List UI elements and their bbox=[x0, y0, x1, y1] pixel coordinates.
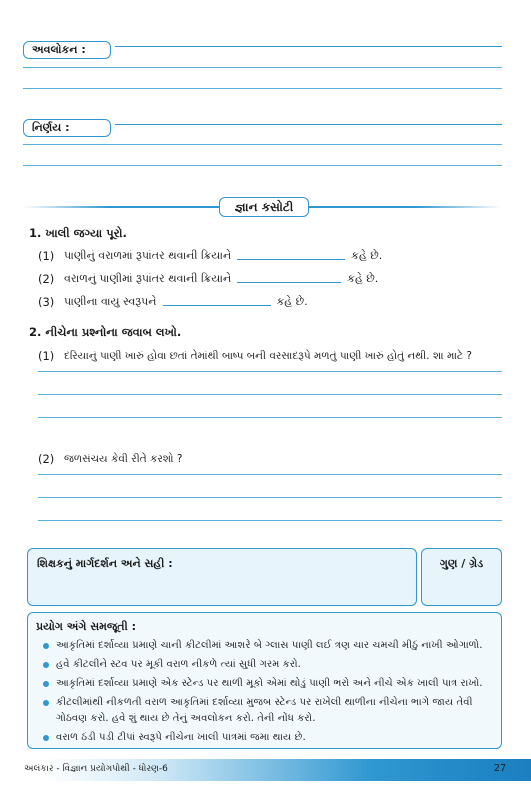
q1-item-3-num: (3) bbox=[38, 295, 55, 309]
notes-item: વરાળ ઠંડી પડી ટીપાં સ્વરૂપે નીચેના ખાલી પાત્રમાં જમા થાય છે. bbox=[40, 730, 495, 746]
q1-item-3 bbox=[38, 294, 308, 310]
q2-item-1-text: દરિયાનું પાણી ખારું હોવા છતાં તેમાંથી બાષ્પ બની વરસાદરૂપે મળતું પાણી ખારું હોતું નથી. શા માટે ? bbox=[64, 349, 472, 362]
observation-line[interactable] bbox=[23, 88, 502, 89]
q2-answer-line[interactable] bbox=[38, 520, 502, 521]
teacher-signature-label: શિક્ષકનું માર્ગદર્શન અને સહી : bbox=[37, 557, 173, 570]
q2-item-2 bbox=[38, 451, 182, 467]
teacher-signature-box[interactable] bbox=[27, 548, 417, 606]
conclusion-line[interactable] bbox=[115, 124, 502, 125]
q2-answer-line[interactable] bbox=[38, 497, 502, 498]
q1-item-2-blank[interactable] bbox=[237, 281, 341, 283]
notes-item: આકૃતિમાં દર્શાવ્યા પ્રમાણે ચાની કીટલીમાં આશરે બે ગ્લાસ પાણી લઈ ત્રણ ચાર ચમચી મીઠું નાખી ઓગાળો. bbox=[40, 638, 495, 654]
notes-title: પ્રયોગ અંગે સમજૂતી : bbox=[36, 620, 136, 633]
q1-item-3-text: પાણીના વાયુ સ્વરૂપને bbox=[64, 295, 157, 308]
q1-item-2-suffix: કહે છે. bbox=[347, 272, 379, 285]
q1-item-2 bbox=[38, 271, 378, 287]
experiment-notes-box bbox=[27, 612, 502, 749]
quiz-title-text: જ્ઞાન કસોટી bbox=[234, 199, 294, 214]
conclusion-label bbox=[23, 119, 111, 137]
q2-item-1-num: (1) bbox=[38, 349, 55, 363]
grade-box[interactable] bbox=[421, 548, 502, 606]
q1-item-2-text: વરાળનું પાણીમાં રૂપાંતર થવાની ક્રિયાને bbox=[64, 272, 232, 285]
notes-list bbox=[40, 638, 495, 746]
observation-label-text: અવલોકન : bbox=[32, 43, 86, 56]
q1-item-3-suffix: કહે છે. bbox=[276, 295, 308, 308]
q2-item-1 bbox=[38, 348, 472, 364]
observation-label bbox=[23, 41, 111, 59]
q1-title: 1. ખાલી જગ્યા પૂરો. bbox=[29, 226, 127, 240]
conclusion-line[interactable] bbox=[23, 144, 502, 145]
notes-item: આકૃતિમાં દર્શાવ્યા પ્રમાણે એક સ્ટેન્ડ પર થાળી મૂકો એમાં થોડું પાણી ભરો અને નીચે એક ખાલી પાત્ર રાખો. bbox=[40, 676, 495, 692]
quiz-title bbox=[219, 197, 309, 217]
q2-item-2-text: જળસંચય કેવી રીતે કરશો ? bbox=[64, 452, 183, 465]
conclusion-label-text: નિર્ણય : bbox=[32, 121, 70, 134]
footer-book-title: અલંકાર - વિજ્ઞાન પ્રયોગપોથી - ધોરણ-6 bbox=[24, 764, 168, 774]
q1-item-1-num: (1) bbox=[38, 249, 55, 263]
q2-answer-line[interactable] bbox=[38, 371, 502, 372]
notes-item: હવે કીટલીને સ્ટવ પર મૂકી વરાળ નીકળે ત્યાં સુધી ગરમ કરો. bbox=[40, 657, 495, 673]
page-number: 27 bbox=[493, 763, 506, 774]
notes-item: કીટલીમાંથી નીકળતી વરાળ આકૃતિમાં દર્શાવ્યા મુજબ સ્ટેન્ડ પર રાખેલી થાળીના નીચેના ભાગે જાય તેવી ગોઠવણ કરો. હવે શું થાય છે તેનું અવલોકન કરો. તેની નોંધ કરો. bbox=[40, 695, 495, 727]
q2-answer-line[interactable] bbox=[38, 394, 502, 395]
q2-title: 2. નીચેના પ્રશ્નોના જવાબ લખો. bbox=[29, 325, 182, 339]
observation-line[interactable] bbox=[115, 46, 502, 47]
q1-item-1-suffix: કહે છે. bbox=[351, 249, 383, 262]
q1-item-2-num: (2) bbox=[38, 272, 55, 286]
q1-item-1 bbox=[38, 248, 382, 264]
q1-item-3-blank[interactable] bbox=[163, 304, 271, 306]
q2-answer-line[interactable] bbox=[38, 474, 502, 475]
q2-item-2-num: (2) bbox=[38, 452, 55, 466]
q1-item-1-text: પાણીનું વરાળમાં રૂપાંતર થવાની ક્રિયાને bbox=[64, 249, 232, 262]
q2-answer-line[interactable] bbox=[38, 417, 502, 418]
observation-line[interactable] bbox=[23, 67, 502, 68]
q1-item-1-blank[interactable] bbox=[237, 258, 345, 260]
grade-label: ગુણ / ગ્રેડ bbox=[439, 557, 484, 570]
conclusion-line[interactable] bbox=[23, 165, 502, 166]
